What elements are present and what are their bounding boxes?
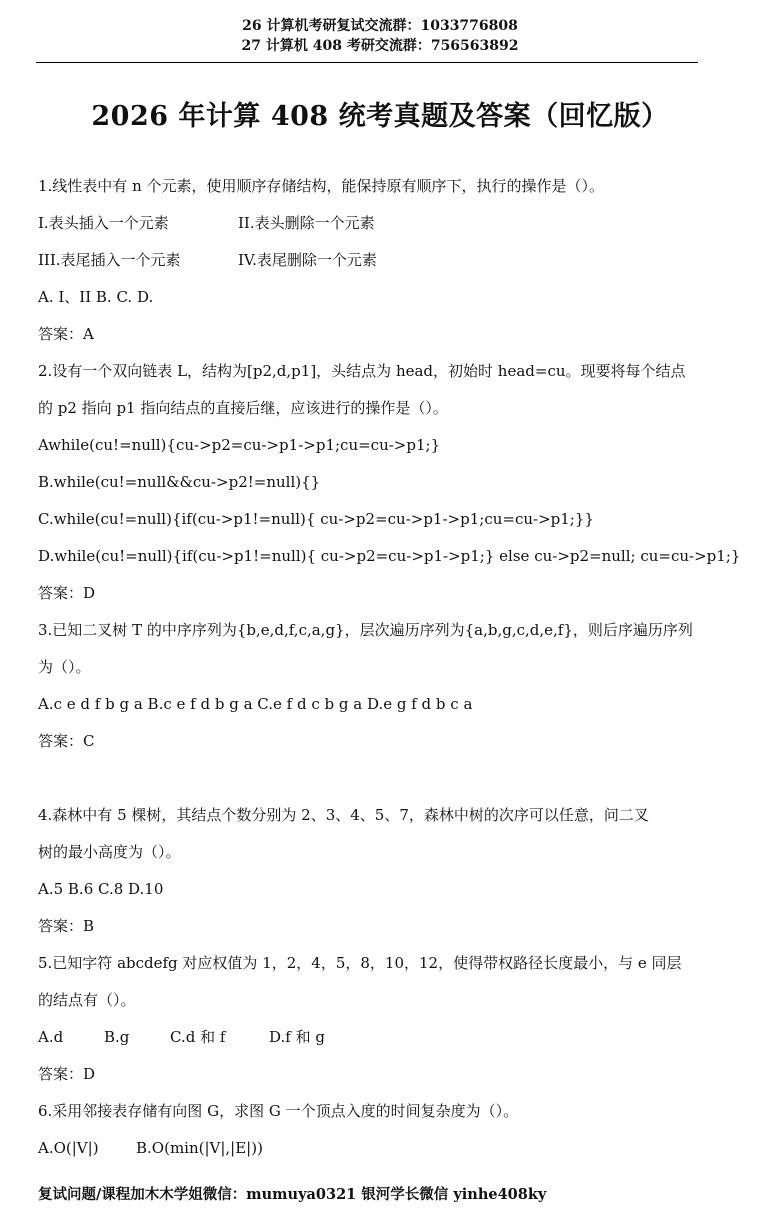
question-4-stem-line-1: 4.森林中有 5 棵树，其结点个数分别为 2、3、4、5、7，森林中树的次序可以任意，问二叉: [38, 806, 649, 824]
question-5-stem-line-1: 5.已知字符 abcdefg 对应权值为 1，2，4，5，8，10，12，使得带权路径长度最小，与 e 同层: [38, 954, 682, 972]
header-group-line-1: 26 计算机考研复试交流群：1033776808: [242, 18, 518, 34]
question-5-choice-b: B.g: [104, 1028, 130, 1046]
question-3-stem-line-2: 为（）。: [38, 658, 91, 676]
question-3-stem-line-1: 3.已知二叉树 T 的中序序列为{b,e,d,f,c,a,g}，层次遍历序列为{a,b,g,c,d,e,f}，则后序遍历序列: [38, 621, 693, 639]
question-1-option-i: I.表头插入一个元素: [38, 214, 169, 232]
blank-spacer: [38, 760, 698, 797]
question-6-choice-b: B.O(min(|V|,|E|)): [136, 1139, 263, 1157]
question-1-option-row-2: [38, 242, 698, 279]
question-list: [38, 168, 741, 1167]
question-2-stem-line-1: 2.设有一个双向链表 L，结构为[p2,d,p1]，头结点为 head，初始时 head=cu。现要将每个结点: [38, 362, 686, 380]
footer-contact: 复试问题/课程加木木学姐微信：mumuya0321 银河学长微信 yinhe408ky: [38, 1186, 547, 1203]
question-1-option-ii: II.表头删除一个元素: [238, 214, 375, 232]
question-1-choices: A. I、II B. C. D.: [38, 288, 154, 306]
question-5-choices: [38, 1019, 698, 1056]
header-group-line-2: 27 计算机 408 考研交流群：756563892: [241, 38, 519, 54]
question-2-answer: 答案：D: [38, 584, 96, 602]
question-1-option-row-1: [38, 205, 698, 242]
question-5-stem-line-2: 的结点有（）。: [38, 991, 136, 1009]
question-5-choice-c: C.d 和 f: [170, 1028, 226, 1046]
page-header: [0, 16, 760, 56]
question-1-option-iv: IV.表尾删除一个元素: [238, 251, 377, 269]
question-1-answer: 答案：A: [38, 325, 94, 343]
question-1-stem: 1.线性表中有 n 个元素，使用顺序存储结构，能保持原有顺序下，执行的操作是（）。: [38, 177, 605, 195]
question-2-choice-c: C.while(cu!=null){if(cu->p1!=null){ cu->p2=cu->p1->p1;cu=cu->p1;}}: [38, 510, 594, 528]
question-2-choice-b: B.while(cu!=null&&cu->p2!=null){}: [38, 473, 321, 491]
question-4-answer: 答案：B: [38, 917, 95, 935]
document-title: 2026 年计算 408 统考真题及答案（回忆版）: [91, 101, 669, 132]
question-6-stem: 6.采用邻接表存储有向图 G，求图 G 一个顶点入度的时间复杂度为（）。: [38, 1102, 519, 1120]
question-5-choice-d: D.f 和 g: [269, 1028, 325, 1046]
header-divider: [36, 62, 698, 63]
question-6-choices: [38, 1130, 698, 1167]
question-3-answer: 答案：C: [38, 732, 95, 750]
question-2-choice-a: Awhile(cu!=null){cu->p2=cu->p1->p1;cu=cu->p1;}: [38, 436, 441, 454]
question-3-choices: A.c e d f b g a B.c e f d b g a C.e f d c b g a D.e g f d b c a: [38, 695, 473, 713]
question-2-choice-d: D.while(cu!=null){if(cu->p1!=null){ cu->p2=cu->p1->p1;} else cu->p2=null; cu=cu->p1;}: [38, 547, 741, 565]
question-4-choices: A.5 B.6 C.8 D.10: [38, 880, 164, 898]
question-4-stem-line-2: 树的最小高度为（）。: [38, 843, 181, 861]
question-5-answer: 答案：D: [38, 1065, 96, 1083]
question-2-stem-line-2: 的 p2 指向 p1 指向结点的直接后继，应该进行的操作是（）。: [38, 399, 448, 417]
question-1-option-iii: III.表尾插入一个元素: [38, 251, 181, 269]
question-6-choice-a: A.O(|V|): [38, 1139, 99, 1157]
question-5-choice-a: A.d: [38, 1028, 64, 1046]
